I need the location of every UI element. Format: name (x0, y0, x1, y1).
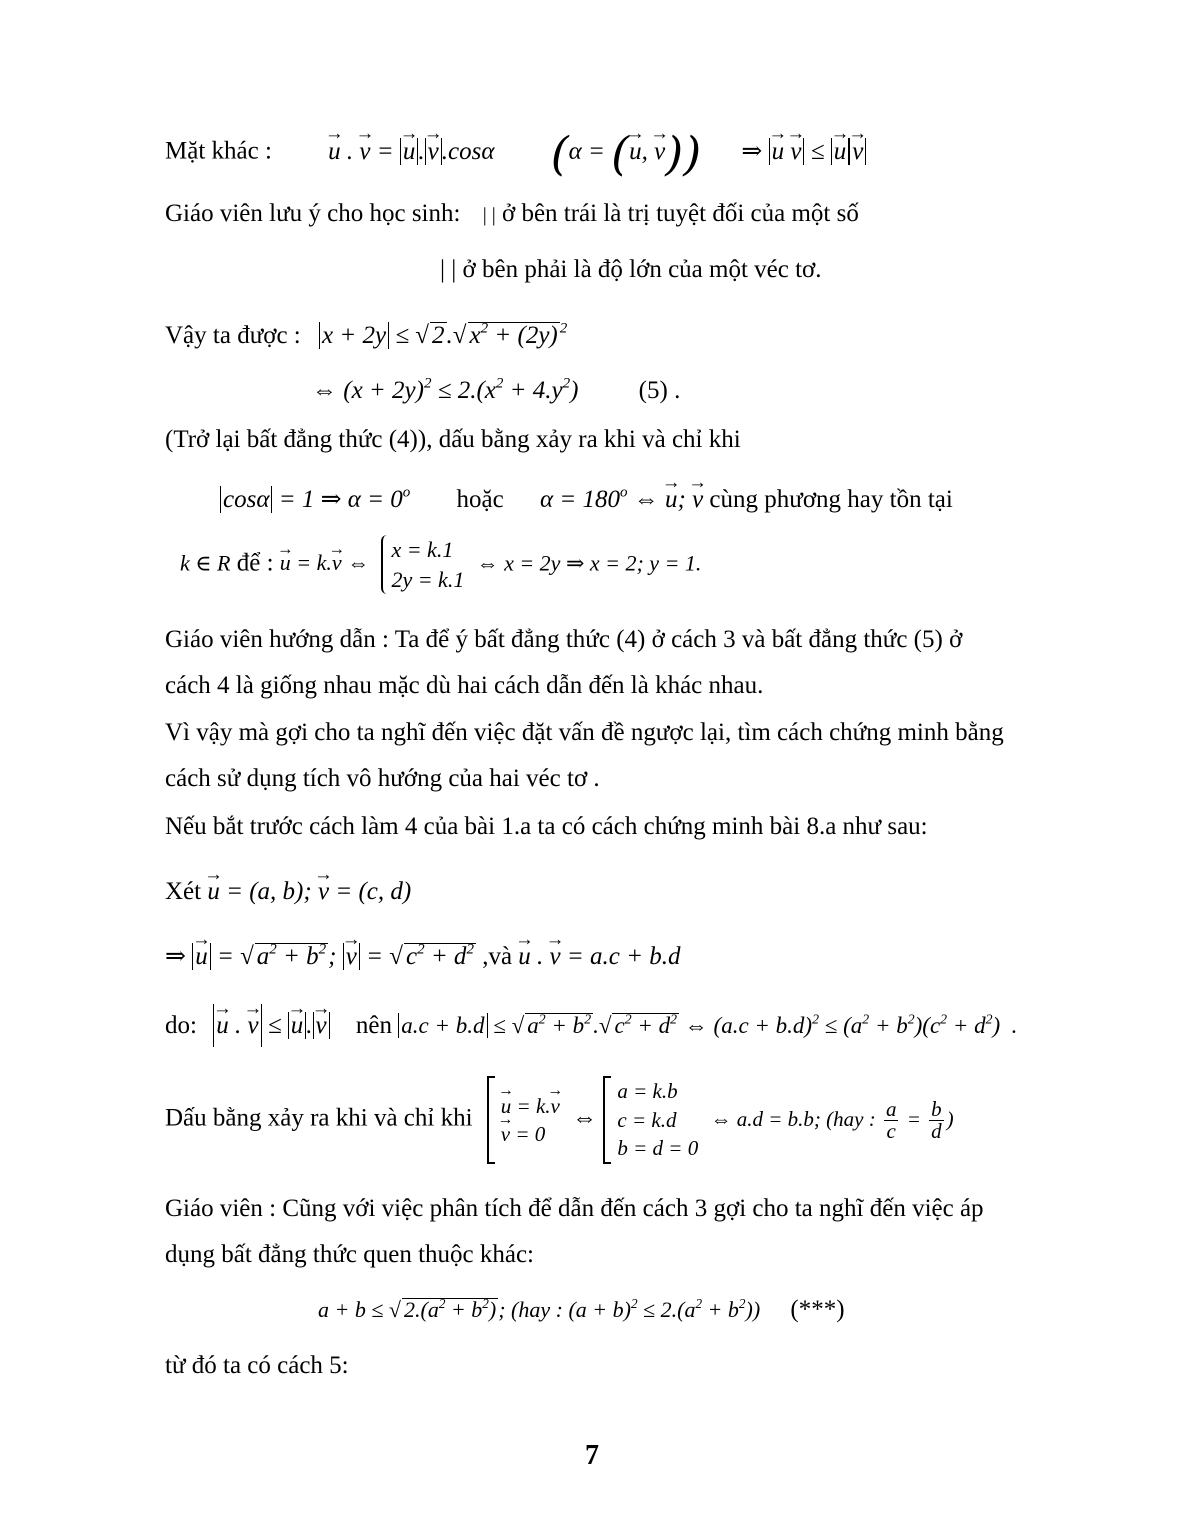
para-vi-vay-1: Vì vậy mà gợi cho ta nghĩ đến việc đặt vấn đề ngược lại, tìm cách chứng minh bằng (165, 719, 1004, 746)
case-list-1: → u = k.→ v → v = 0 (501, 1092, 560, 1149)
formula-star: a + b ≤ √ $2.(a^2 + b^2)$; (hay : $(a + b)^2 \le 2.(a^2 + b^2)$) (318, 1295, 761, 1322)
para-neu-bat-truoc: Nếu bắt trước cách làm 4 của bài 1.a ta có cách chứng minh bài 8.a như sau: (165, 813, 928, 840)
formula-magnitudes: ⇒ → u = √ $a^2 + b^2$; → v = √ $c^2 + d^2$ (165, 943, 476, 970)
text-do: do: (165, 1012, 197, 1039)
formula-ineq-4: x + 2y ≤ √ 2.√ $x^2 + (2y)$ $^2$ (319, 322, 567, 349)
text-va: ,và (482, 943, 513, 970)
note-right-abs: ở bên phải là độ lớn của một véc tơ. (462, 256, 822, 283)
system-xy: x = k.1 2y = k.1 (381, 535, 464, 594)
formula-180: $\alpha = 180^o$ ⇔ → u; → v (540, 486, 703, 513)
para-vi-vay-2: cách sử dụng tích vô hướng của hai véc tơ . (165, 765, 600, 792)
page-number: 7 (585, 1440, 599, 1471)
formula-alpha: (α = (→ u, → v)) (551, 138, 701, 165)
para-huong-dan-1: Giáo viên hướng dẫn : Ta để ý bất đẳng thức (4) ở cách 3 và bất đẳng thức (5) ở (165, 626, 963, 653)
line-formula-5 (312, 375, 681, 404)
formula-dot-product: → u . → v = → u .→ v .cosα (328, 138, 494, 165)
line-do (165, 1013, 1017, 1038)
line-vay-ta-duoc (165, 322, 567, 348)
text-de: để : (236, 549, 274, 577)
para-huong-dan-2: cách 4 là giống nhau mặc dù hai cách dẫn đến là khác nhau. (165, 672, 764, 699)
label-mat-khac: Mặt khác : (165, 137, 272, 165)
para-giao-vien-2: dụng bất đẳng thức quen thuộc khác: (165, 1241, 535, 1268)
formula-result: a.c + b.d ≤ √ $a^2 + b^2.√$ $c^2 + d^2$ ⇔ $(a.c + b.d)^2 \le (a^2 + b^2)(c^2 + d^2)$ . (398, 1013, 1017, 1038)
tag-5: (5) . (638, 377, 681, 404)
formula-uv-def: → u = (a, b); → v = (c, d) (207, 878, 411, 905)
text-luu-y: Giáo viên lưu ý cho học sinh: (165, 200, 461, 227)
text-dau-bang: Dấu bằng xảy ra khi và chỉ khi (165, 1104, 473, 1132)
line-mat-khac (165, 126, 866, 180)
line-cos-condition (220, 484, 953, 513)
line-tro-lai: (Trở lại bất đẳng thức (4)), dấu bằng xảy ra khi và chỉ khi (165, 426, 741, 453)
formula-implies: ⇒ → u → v ≤ → u→ v (741, 138, 866, 165)
text-nen: nên (355, 1012, 393, 1039)
note-left-abs: ở bên trái là trị tuyệt đối của một số (501, 200, 859, 227)
line-right-abs: | | ở bên phải là độ lớn của một véc tơ. (440, 256, 822, 283)
label-vay-ta-duoc: Vậy ta được : (165, 322, 301, 349)
case-list-2: a = k.b c = k.d b = d = 0 (617, 1079, 699, 1161)
tag-star: (***) (790, 1296, 845, 1323)
text-hoac: hoặc (456, 486, 504, 513)
formula-cauchy: → u . → v ≤ → u .→ v (213, 1012, 329, 1039)
formula-hay: ⇔ a.d = b.b; (hay : $\frac{a}{c}$ = $\frac{b}{d}$ ) (710, 1097, 954, 1144)
formula-cos: cosα = 1 ⇒ $\alpha = 0^o$ (220, 486, 410, 513)
para-giao-vien-1: Giáo viên : Cũng với việc phân tích để dẫn đến cách 3 gợi cho ta nghĩ đến việc áp (165, 1195, 984, 1222)
line-xet (165, 879, 411, 904)
line-ineq-star (318, 1297, 845, 1322)
formula-ineq-5: ⇔ $(x + 2y)^2 \le 2.(x^2 + 4.y^2)$ (312, 375, 579, 404)
text-xet: Xét (165, 878, 202, 905)
line-magnitudes (165, 943, 681, 969)
text-cung-phuong: cùng phương hay tồn tại (709, 486, 953, 513)
formula-dot: → u . → v = a.c + b.d (518, 943, 680, 970)
line-k-system: k ∈ R để : → u = k.→ v ⇔ x = k.1 2y = k.1 ⇔ x = 2y ⇒ x = 2; y = 1. (180, 535, 701, 594)
line-dau-bang: Dấu bằng xảy ra khi và chỉ khi → u = k.→ v → v = 0 ⇔ a = k.b c = k.d b = d = 0 ⇔ a.d = b.b; (hay : $\frac{a}{c}$ = $\frac{b}{d}$ ) (165, 1076, 954, 1164)
line-luu-y: Giáo viên lưu ý cho học sinh: | | ở bên trái là trị tuyệt đối của một số (165, 200, 859, 227)
line-tu-do: từ đó ta có cách 5: (165, 1352, 349, 1379)
